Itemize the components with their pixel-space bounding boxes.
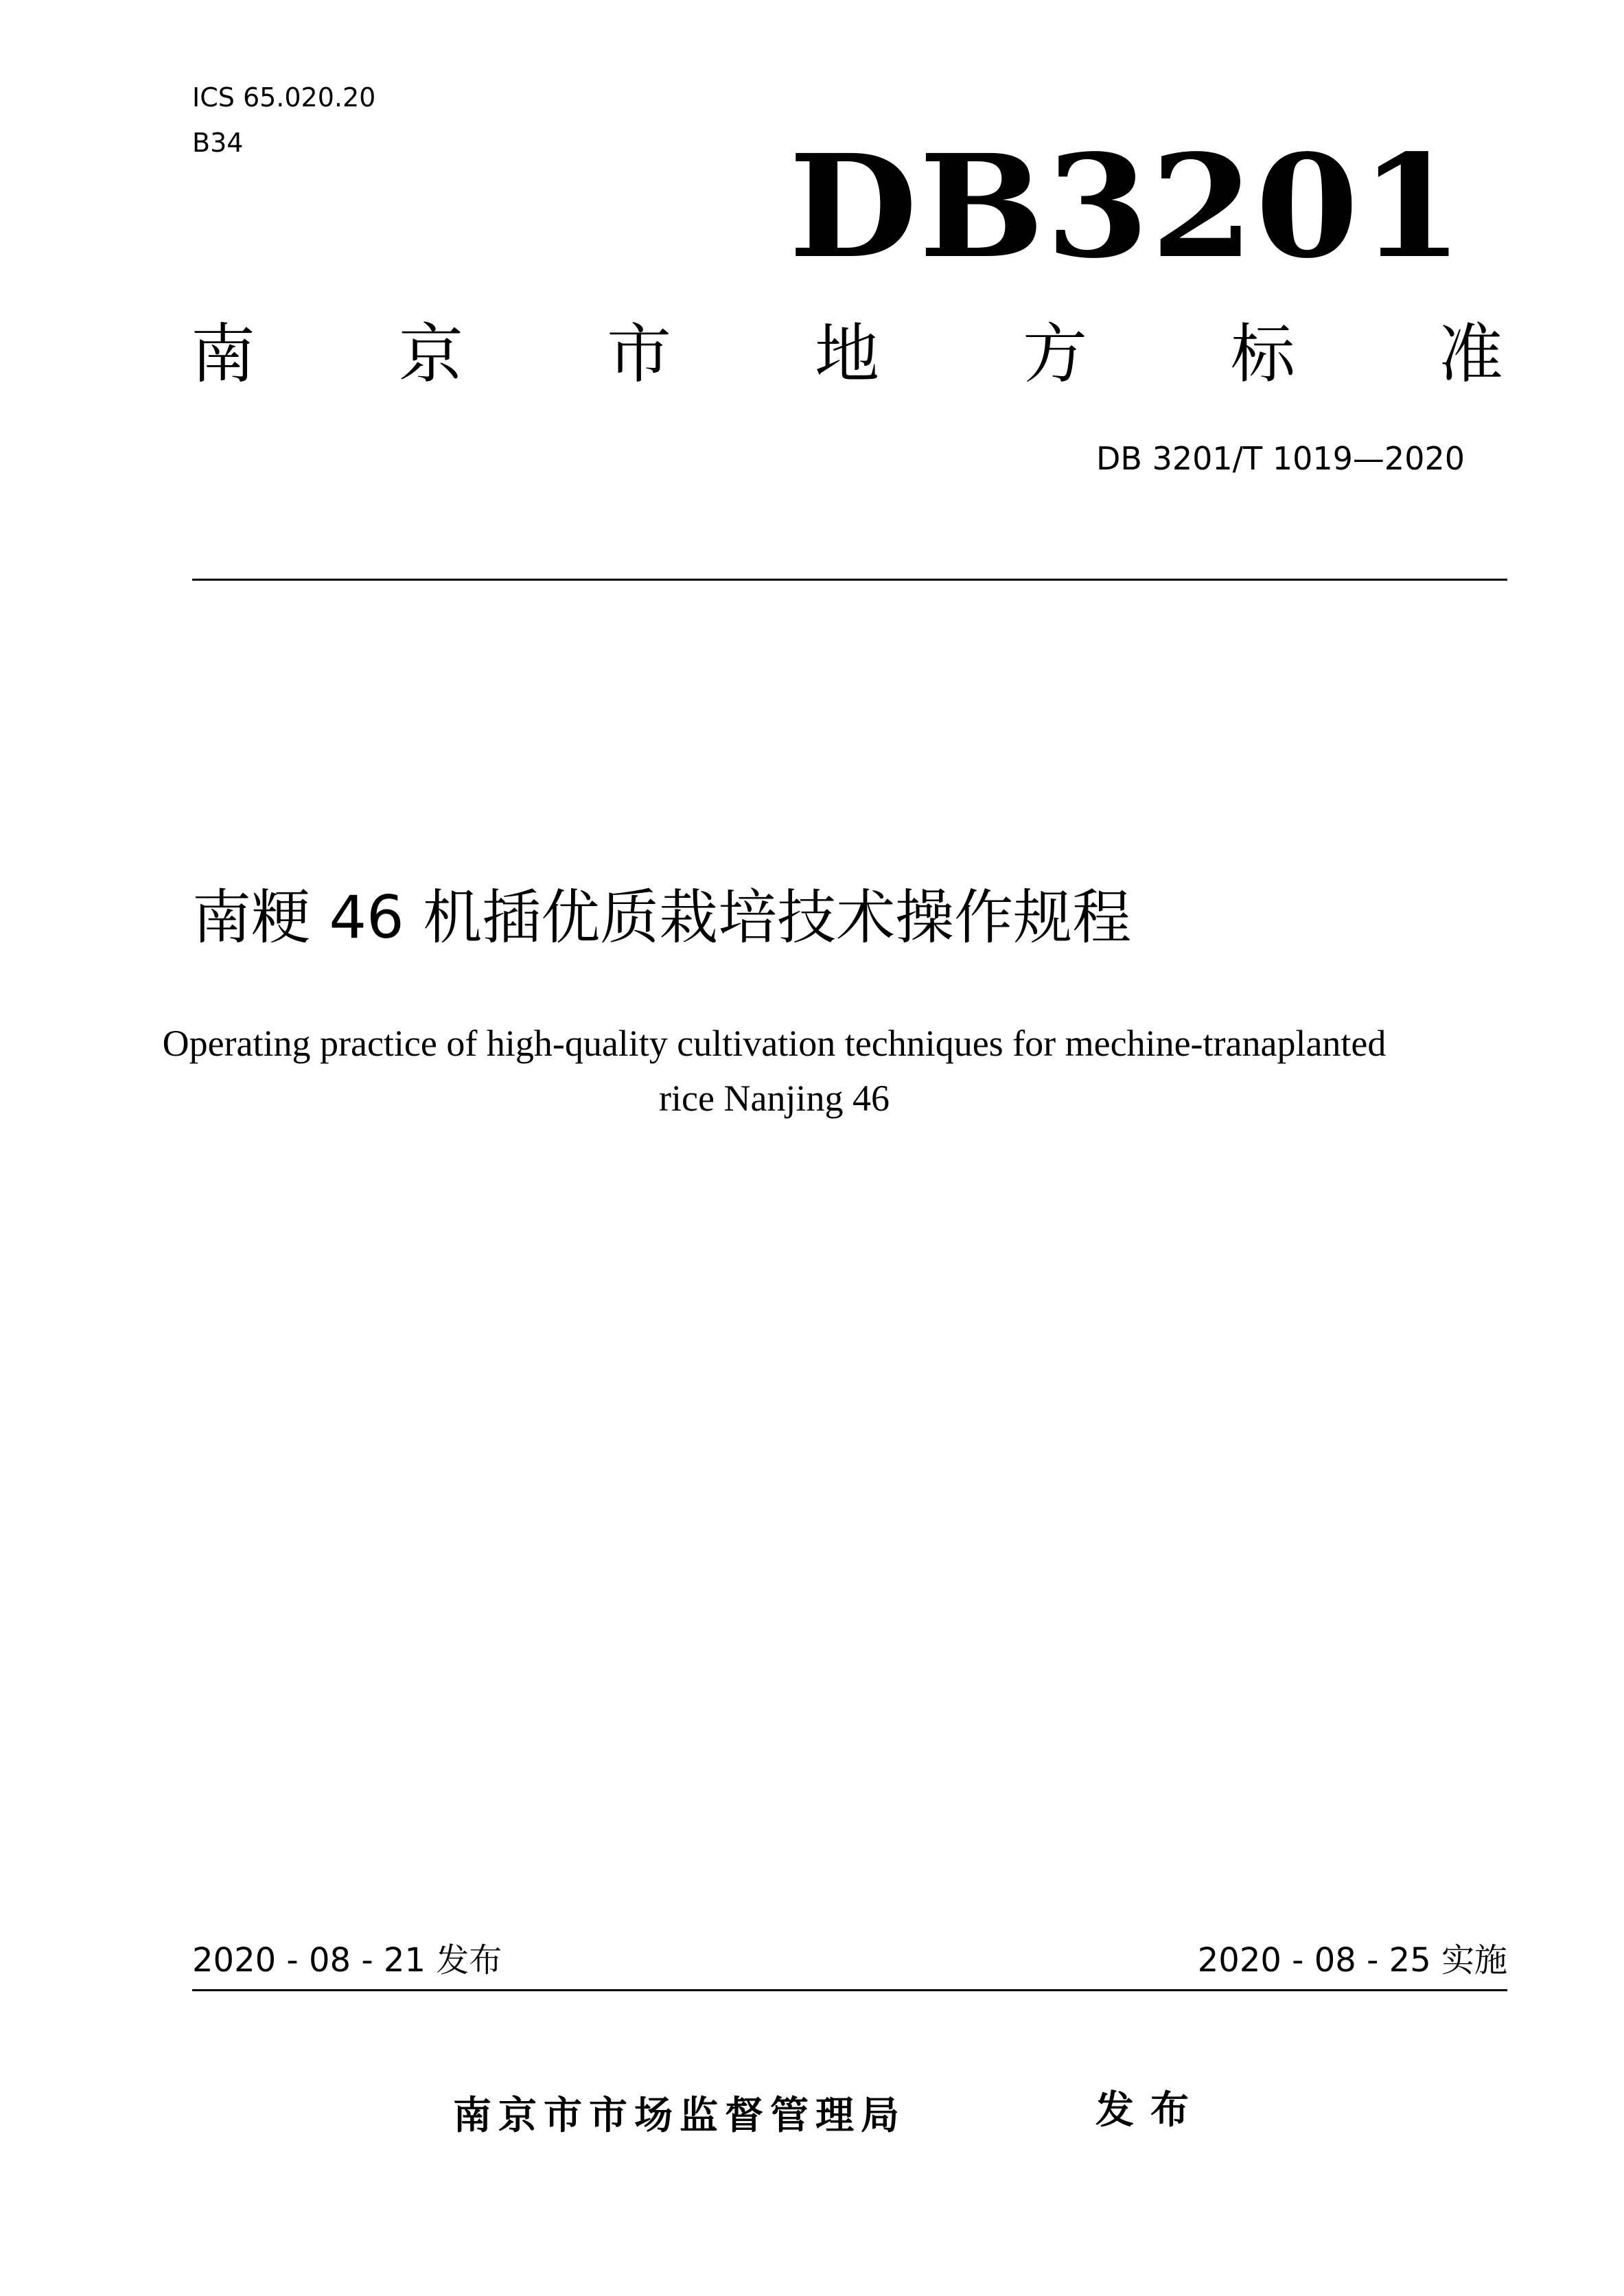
- standard-type-heading: [191, 317, 1503, 393]
- issue-label: 发布: [1095, 2088, 1205, 2133]
- standard-type-char: 方: [1022, 317, 1087, 392]
- top-divider: [192, 579, 1507, 581]
- standard-number: DB 3201/T 1019—2020: [1095, 440, 1465, 477]
- bottom-divider: [192, 1989, 1507, 1991]
- english-title-line: rice Nanjing 46: [659, 1078, 890, 1119]
- standard-type-char: 准: [1438, 317, 1503, 392]
- chinese-title: 南粳 46 机插优质栽培技术操作规程: [192, 883, 1132, 952]
- english-title-line: Operating practice of high-quality cultivation techniques for mechine-tranaplanted: [162, 1023, 1387, 1064]
- standard-code-mark: DB3201: [788, 124, 1465, 290]
- implement-date: 2020 - 08 - 25 实施: [1197, 1941, 1507, 1980]
- ics-code: ICS 65.020.20: [192, 82, 376, 113]
- standard-type-char: 京: [398, 317, 463, 392]
- ccs-code: B34: [192, 128, 244, 158]
- standard-type-char: 地: [814, 317, 879, 392]
- standard-type-char: 标: [1230, 317, 1295, 392]
- standard-type-char: 南: [191, 317, 256, 392]
- issuing-authority: 南京市市场监督管理局: [453, 2094, 906, 2138]
- standard-type-char: 市: [606, 317, 671, 392]
- issue-date: 2020 - 08 - 21 发布: [192, 1941, 502, 1980]
- english-title: [124, 1016, 1425, 1126]
